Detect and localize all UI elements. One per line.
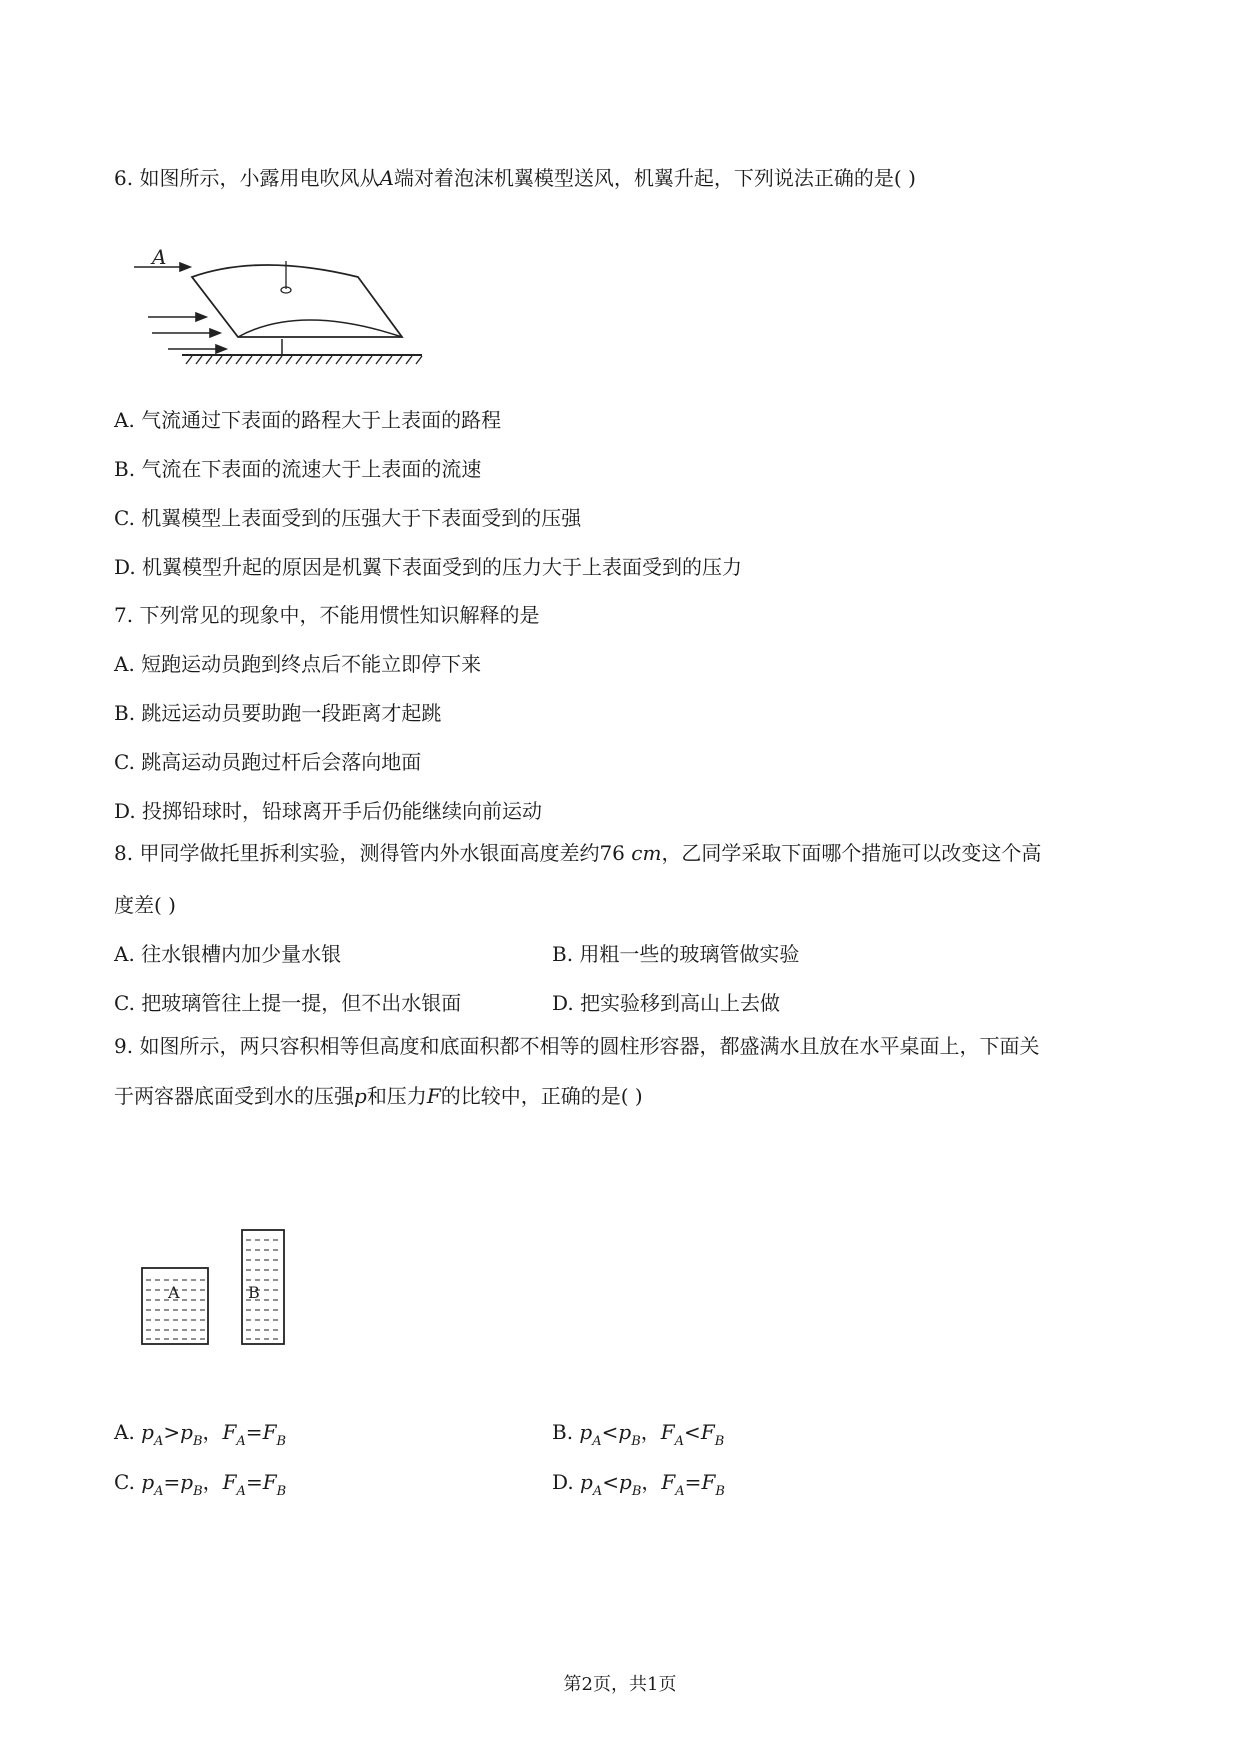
q9-option-d-letter: D.: [552, 1470, 581, 1494]
q9-stem-text-pre: 于两容器底面受到水的压强: [114, 1084, 354, 1108]
q8-option-d[interactable]: D. 把实验移到高山上去做: [552, 991, 781, 1015]
sym-p: p: [180, 1470, 194, 1494]
q8-stem-text-pre: 8. 甲同学做托里拆利实验，测得管内外水银面高度差约: [114, 841, 600, 865]
sub-b: B: [276, 1484, 287, 1499]
q9-stem-text-mid: 和压力: [366, 1084, 427, 1108]
sub-b: B: [631, 1434, 641, 1449]
sub-b: B: [715, 1484, 725, 1499]
q6-option-c[interactable]: C. 机翼模型上表面受到的压强大于下表面受到的压强: [114, 506, 582, 530]
container-b-label: B: [248, 1283, 260, 1302]
q9-option-b-letter: B.: [552, 1420, 580, 1444]
separator: ，: [640, 1420, 661, 1444]
q6-stem-text-post: 端对着泡沫机翼模型送风，机翼升起，下列说法正确的是( ): [393, 166, 916, 190]
sym-f: F: [661, 1470, 676, 1494]
sym-p: p: [141, 1420, 154, 1444]
q6-var-a: A: [379, 166, 394, 190]
q8-stem-text-post: ，乙同学采取下面哪个措施可以改变这个高: [661, 841, 1042, 865]
wing-model-figure: [130, 245, 430, 365]
q9-option-c-p-relation: =: [163, 1470, 181, 1494]
q8-stem: [114, 843, 1041, 863]
q9-option-b[interactable]: [552, 1420, 725, 1449]
q9-option-c-letter: C.: [114, 1470, 142, 1494]
sub-b: B: [631, 1484, 642, 1499]
page-footer: 第2页，共1页: [563, 1674, 677, 1695]
wing-figure-label-a: A: [152, 245, 167, 269]
sym-p: p: [180, 1420, 193, 1444]
sub-a: A: [592, 1484, 603, 1499]
q9-option-a-p-relation: >: [163, 1420, 181, 1444]
q7-stem: 7. 下列常见的现象中，不能用惯性知识解释的是: [114, 603, 540, 627]
container-a-label: A: [168, 1283, 180, 1302]
sym-p: p: [580, 1470, 593, 1494]
q8-option-c[interactable]: C. 把玻璃管往上提一提，但不出水银面: [114, 991, 462, 1015]
q7-option-c[interactable]: C. 跳高运动员跑过杆后会落向地面: [114, 750, 422, 774]
sym-f: F: [222, 1470, 237, 1494]
q9-option-d-p-relation: <: [602, 1470, 620, 1494]
sym-f: F: [262, 1470, 277, 1494]
q9-option-b-f-relation: <: [684, 1420, 701, 1444]
sym-f: F: [222, 1420, 237, 1444]
sym-p: p: [619, 1470, 632, 1494]
sub-b: B: [276, 1434, 287, 1449]
q9-option-d-f-relation: =: [684, 1470, 702, 1494]
sym-p: p: [618, 1420, 632, 1444]
q9-var-f: F: [426, 1084, 441, 1108]
q6-stem: [114, 168, 916, 188]
sym-p: p: [579, 1420, 593, 1444]
q6-stem-text-pre: 6. 如图所示，小露用电吹风从: [114, 166, 380, 190]
sym-f: F: [700, 1420, 715, 1444]
q9-option-b-p-relation: <: [601, 1420, 619, 1444]
sub-a: A: [592, 1434, 602, 1449]
q6-option-d[interactable]: D. 机翼模型升起的原因是机翼下表面受到的压力大于上表面受到的压力: [114, 555, 743, 579]
separator: ，: [202, 1470, 223, 1494]
q8-option-b[interactable]: B. 用粗一些的玻璃管做实验: [552, 942, 800, 966]
q6-option-b[interactable]: B. 气流在下表面的流速大于上表面的流速: [114, 457, 482, 481]
sub-b: B: [193, 1484, 203, 1499]
q7-option-b[interactable]: B. 跳远运动员要助跑一段距离才起跳: [114, 701, 442, 725]
q6-option-a[interactable]: A. 气流通过下表面的路程大于上表面的路程: [114, 408, 502, 432]
q9-stem-line2: [114, 1086, 643, 1106]
q7-option-a[interactable]: A. 短跑运动员跑到终点后不能立即停下来: [114, 652, 482, 676]
sub-b: B: [192, 1434, 203, 1449]
sym-f: F: [660, 1420, 675, 1444]
sub-a: A: [154, 1484, 164, 1499]
q9-stem-text-post: 的比较中，正确的是( ): [440, 1084, 643, 1108]
sub-a: A: [674, 1434, 685, 1449]
separator: ，: [641, 1470, 662, 1494]
q8-unit: cm: [631, 841, 662, 865]
q9-option-a-f-relation: =: [245, 1420, 263, 1444]
q8-option-a[interactable]: A. 往水银槽内加少量水银: [114, 942, 342, 966]
sub-b: B: [714, 1434, 725, 1449]
sym-f: F: [701, 1470, 716, 1494]
containers-figure: [140, 1228, 290, 1348]
separator: ，: [202, 1420, 223, 1444]
q8-number: 76: [599, 841, 625, 865]
sub-a: A: [236, 1434, 246, 1449]
q9-var-p: p: [354, 1084, 367, 1108]
q9-option-d[interactable]: [552, 1470, 725, 1499]
q8-stem-line2: 度差( ): [114, 893, 176, 917]
q9-option-a[interactable]: [114, 1420, 287, 1449]
sub-a: A: [675, 1484, 685, 1499]
sub-a: A: [153, 1434, 164, 1449]
sub-a: A: [236, 1484, 246, 1499]
sym-f: F: [262, 1420, 277, 1444]
q7-option-d[interactable]: D. 投掷铅球时，铅球离开手后仍能继续向前运动: [114, 799, 543, 823]
q9-option-a-letter: A.: [114, 1420, 142, 1444]
q9-stem-line1: 9. 如图所示，两只容积相等但高度和底面积都不相等的圆柱形容器，都盛满水且放在水平桌面上，下面关: [114, 1034, 1040, 1058]
q9-option-c[interactable]: [114, 1470, 287, 1499]
q9-option-c-f-relation: =: [245, 1470, 263, 1494]
sym-p: p: [141, 1470, 155, 1494]
